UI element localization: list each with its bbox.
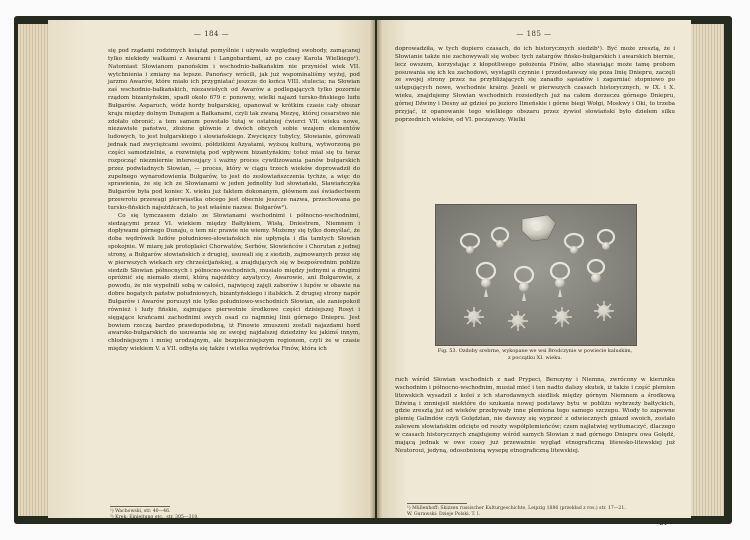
book-gutter <box>370 20 382 518</box>
page-number-right: — 185 — <box>516 30 552 38</box>
footnote: ¹) Wachowski, str. 40—46. <box>110 509 171 514</box>
ornaments-photo <box>436 205 636 345</box>
paragraph: się pod rządami rodzimych książąt pomyślnie i używało względnej swobody, zamącanej tylko niekiedy walkami z Awarami i Langobardami, aż po czasy Karola Wielkiego¹). Natomiast Słowianom panońskim i wschodnio-bałkańskim nie przyniósł wiek VII. wytchnienia i zmiany na lepsze. Panońscy wrócili, jak już wspominaliśmy wyżej, pod jarzmo Awarów, które miało ich przygniatać jeszcze do końca VIII. stulecia; na Słowian zaś wschodnio-bałkańskich, niezawisłych od Awarów a podlegających tylko pozornie rządom bizantyńskim, spadł około 679 r. ponowny, wielki najazd tursko-fińskiego ludu Bułgarów. Asparuch, wódz hordy bułgarskiej, opanował w krótkim czasie cały obszar kraju między dolnym Dunajem a Bałkanami, czyli tak zwaną Mezyę, której cesarstwo nie zdołało obronić; a tem samem powstało tutaj w ostatniej ćwierci VII. wieku nowe, niezawisłe państwo, złożone głównie z dwóch obcych sobie wzajem elementów ludowych, to jest bułgarskiego i słowiańskiego. Zwycięzcy tubylcy, Słowianie, górowali jednak nad zwyciężcami swoimi, półdzikimi Azyatami, wyższą kulturą, wytworzoną po części samodzielnie, a rozwiniętą pod wpływem bizantyńskim; toteż miał się tu teraz rozpocząć niezmiernie interesujący i ważny proces cywilizowania panów bułgarskich przez podwładnych Słowian, — proces, który w ciągu trzech wieków doprowadził do zupełnego wynarodowienia Bułgarów, to jest do zesłowiańszczenia tychże, a więc do sprawienia, że się ich ze Słowianami w jeden jednolity lud słowiański, Sławiańczyka Bułgarów była pod koniec X. wieku już faktem dokonanym, głównem zaś świadectwem przewrotu przewagi pierwiastka obcego jest obecnie jeszcze nazwa, przechowana po tursko-fińskich najeźdźcach, to jest właśnie nazwa: Bułgarów²). <box>108 48 360 211</box>
ornament-star <box>552 307 572 327</box>
right-page-text-top <box>395 46 675 124</box>
footnote: ²) Krek: Einleitung etc., str. 305—310. <box>110 515 199 520</box>
right-page <box>377 20 691 527</box>
footnotes-left <box>110 509 199 521</box>
footnotes-right <box>407 506 626 518</box>
footnote-rule <box>407 503 467 504</box>
paragraph: doprowadziła, w tych dopiero czasach, do ich historycznych siedzib¹). Być może zresztą, że i Słowianie także nie zachowywali się wobec tych zatargów fińsko-bułgarskich i awarskich biernie, lecz owszem, korzystając z kłopotliwego położenia Finów, albo stawiając może tamę probom posuwania się ich ku zachodowi, wystąpili czynnie i przedostawszy się poza linię Dniepru, zaczęli ze swojej strony przez na przybliżających się zanadto sąsiadów i zagarniać stopniowo po ustępujących nowe, wschodnie krainy. Jeżeli w pierwszych czasach historycznych, w IX. i X. wieku, znajdujemy Słowian wschodnich rozsiedłych już na całem dorzeczu górnego Dniepru, górnej Dźwiny i Desny aż gdzieś po jezioro Ilmeńskie i górne biegi Wołgi, Moskwy i Oki, to trzeba przyjąć, iż opanowanie tego wielkiego obszaru przez żywioł słowiański było dziełem silku poprzednich wieków, od VI. począwszy. Wielki <box>395 46 675 123</box>
paragraph: Co się tymczasem działo ze Słowianami wschodnimi i północno-wschodnimi, siedzącymi przez VI. wiekiem między Bałtykiem, Wisłą, Dniestrem, Niemnem i dopływami górnego Dunaju, o tem nic prawie nie wiemy. Możemy się tylko domyślać, że doba wędrówek ludów południowo-słowiańskich nie upłynęła i dla tamtych Słowian spokojnie. W miarę jak protoplaści Chorwatów, Serbów, Słowieńców i Chorutan z jednej strony, a Bułgarów słowiańskich z drugiej, usuwali się z siedzib, zajmowanych przez się w pierwszych wiekach ery chrześcijańskiej, a znajdujących się w bezpośrednim pobliżu siedzib Słowian północnych i północno-wschodnich, musiało między jednymi a drugimi opróżnić się niemało ziemi, którą najeźdźcy azyatyccy, Awarowie, ani Bułgarowie, z powodu, że nie wypełnili sobą w całości, najwięcej zajęli zaborów i łupów w obawie na dobre bogatych państw południowych, bizantyńskiego i italskich. Z drugiej strony napór Bułgarów i Awarów poruszył nie tylko południowo-wschodnich Słowian, ale zaniepokoił również i ludy fińskie, zajmujące pierwotnie środkowe części dzisiejszej Rosyi i sięgające krańcami zachodnimi swych osad co najmniej linii górnego Dniepru. Jest bowiem rzeczą bardzo prawdopodobną, iż Finowie zmuszeni zostali najazdami hord awarsko-bułgarskich do usuwania się ze swojej najdalszej dziedziny ku jakimś innym, chłodniejszym i mniej urodzajnym, ale bezpieczniejszym regionom, czyli że w czasie między wiekiem V. a VII. odbyła się także i wielka wędrówka Finów, która ich <box>108 212 360 353</box>
left-page <box>48 20 375 518</box>
ornament-star <box>464 307 484 327</box>
page-number-left: — 184 — <box>193 30 230 38</box>
ornament-star <box>508 311 528 331</box>
footnote: W. Gurawski: Dzieje Polski. T. I. <box>407 512 481 517</box>
ornament-star <box>594 301 614 321</box>
page-edges-left <box>18 24 52 516</box>
left-page-text <box>108 48 360 354</box>
paragraph: ruch wśród Słowian wschodnich z nad Prypeci, Berezyny i Niemna, zwrócony w kierunku wschodnim i północno-wschodnim, musiał mieć i ten nadto dalszy skutek, iż także i część plemion litewskich wysadził z kolei z ich starodawnych siedlisk między górnym Niemnem a środkową Dźwiną i zmniejsił niektóre do szukania nowej podstawy bytu w pobliżu wybrzeży bałtyckich, gdzie zresztą już od wieków przebywały inne plemiona tego samego szczepu. Wiody to zapewne plemię Galindów czyli Golędzian, nie dawszy się wyprzeć z odwiecznych gniazd swoich, zostało zalewem słowiańskim odcięte od reszty współplemieńców; czem najłatwiej wytłumaczyć, dlaczego w czasach historycznych znajdujemy wśród samych Słowian z nad górnego Dniepru owa Golędź, mającą jednak w owe czasy już przeważnie wygląd etnograficzną litewsko-litewskiej już Neutoroui, jedyną, odosobnioną wysepę etnograficzną litewskiej. <box>395 377 675 454</box>
figure-silver-ornaments <box>435 204 637 346</box>
footnote: ¹) Müllenhoff: Skizzen russischer Kulturgeschichte, Leipzig 1886 (przekład z ros.) str. 17—21. <box>407 506 626 511</box>
signature-mark: 24 <box>659 520 667 527</box>
page-edges-right <box>690 24 724 516</box>
footnote-rule <box>110 506 170 507</box>
figure-caption: Fig. 53. Ozdoby srebrne, wykopane we wsi Brodczynie w powiecie kaluskim, z początku XI. wieku. <box>437 348 633 361</box>
right-page-text-bottom <box>395 377 675 455</box>
